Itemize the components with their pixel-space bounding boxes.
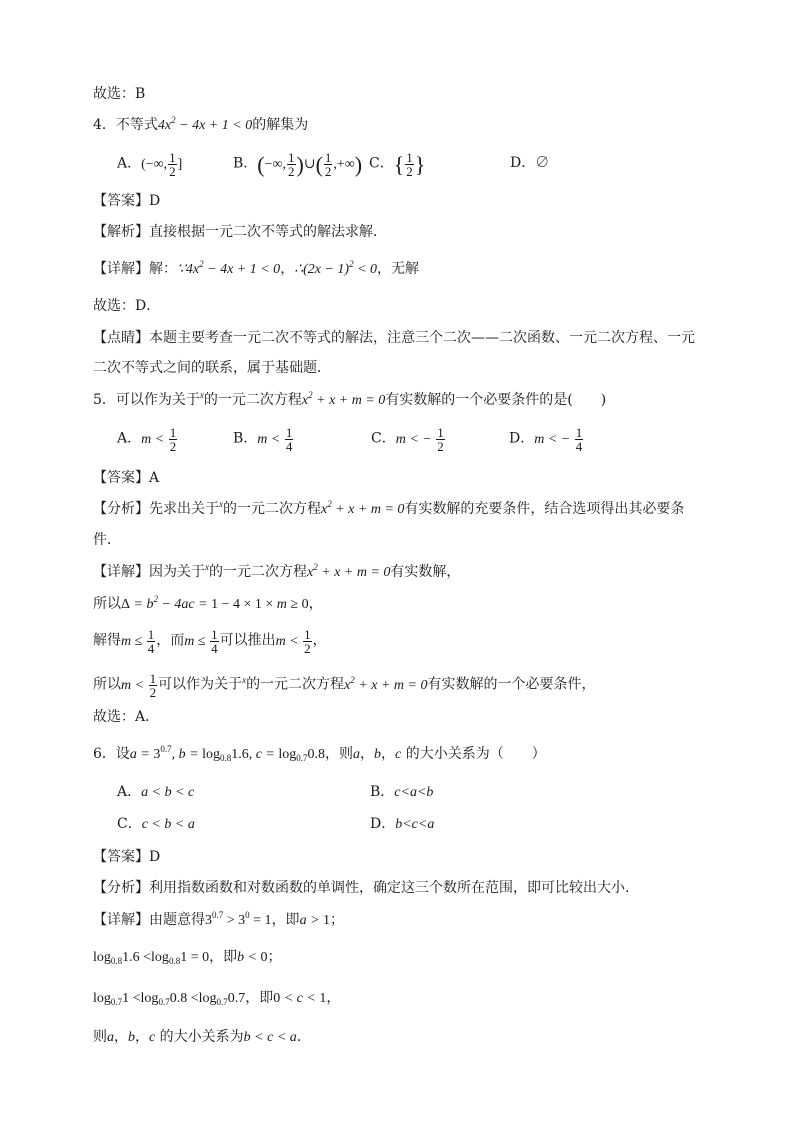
answer-tag: 【答案】 — [93, 193, 149, 209]
q6-detail-4-vars: a — [107, 1030, 114, 1045]
q6-detail-2: $\log_{0.8}1.6 <\log_{0.8}1 = 0$，即b < 0； — [93, 949, 282, 966]
q6-detail-3-text: ，即 — [245, 990, 274, 1006]
q6-detail-1-math: $3^{0.7} > 3^0 = 1$ — [205, 910, 272, 928]
q4-option-a — [117, 151, 182, 178]
q5-discriminant: $\Delta = b^2 - 4ac = 1 - 4 \times 1 \times m \ge 0$ — [121, 594, 309, 612]
q6-detail-3-result: 0 < c < 1 — [273, 991, 327, 1006]
q4-comment-text-2: 二次不等式之间的联系，属于基础题． — [93, 360, 331, 376]
q5-line3-math-3: m < $\frac{1}{2}$ — [275, 627, 311, 656]
q5-equation: $x^2 + x + m = 0$ — [301, 390, 386, 408]
q5-detail-4 — [93, 672, 595, 699]
q4-detail-suffix: ，无解 — [377, 261, 420, 277]
q6-option-c-math: c < b < a — [141, 817, 195, 832]
q5-answer — [93, 468, 159, 488]
q5-option-b — [233, 426, 294, 453]
q4-option-c-math: { $\frac{1}{2}$ } — [393, 150, 426, 179]
q6-detail-4a: 则 — [93, 1029, 107, 1045]
q6-detail-3: $\log_{0.7}1 <\log_{0.7}0.8 <\log_{0.7}0.7$，即0 < c < 1， — [93, 990, 341, 1007]
q6-analysis-text: 利用指数函数和对数函数的单调性，确定这三个数所在范围，即可比较出大小. — [149, 880, 630, 896]
q5-detail-1c: 有实数解， — [390, 564, 461, 580]
q6-detail-4-result: b < c < a — [243, 1030, 297, 1045]
q4-option-d-label: D．∅ — [510, 155, 550, 171]
q6-prefix: 6．设 — [93, 746, 130, 762]
q6-analysis — [93, 878, 629, 898]
q5-choose — [93, 707, 159, 727]
q4-option-c-label: C． — [369, 155, 394, 172]
detail-tag: 【详解】 — [93, 564, 149, 580]
q5-option-a — [117, 426, 178, 453]
q5-option-d — [509, 426, 584, 453]
q5-line3-math-1: m ≤ $\frac{1}{4}$ — [121, 627, 155, 656]
q5-mid: 的一元二次方程 — [203, 392, 302, 408]
conclusion-line — [93, 84, 145, 104]
q5-option-a-math: m < $\frac{1}{2}$ — [141, 425, 177, 454]
q5-line4-b: 可以作为关于 — [158, 676, 243, 693]
q5-var-x: x — [199, 390, 204, 400]
q5-line3-b: ，而 — [156, 632, 185, 649]
q6-detail-4: 则a，b，c 的大小关系为b < c < a. — [93, 1029, 302, 1045]
q5-analysis-1a: 先求出关于 — [149, 501, 219, 517]
q5-detail-1 — [93, 562, 460, 583]
q6-option-a-label: A． — [117, 784, 142, 800]
q4-answer-value: D — [149, 193, 161, 209]
q6-mid: ，则 — [325, 746, 354, 762]
q4-option-d — [510, 153, 549, 173]
q5-analysis-2 — [93, 530, 121, 550]
q4-detail-prefix: 解： — [149, 261, 177, 277]
q5-line4-d: 有实数解的一个必要条件， — [427, 676, 596, 693]
conclusion-text: 故选：B — [93, 86, 146, 102]
q5-analysis-1 — [93, 499, 684, 520]
q6-option-d — [370, 814, 434, 835]
q5-option-c — [371, 426, 446, 453]
q4-suffix: 的解集为 — [252, 117, 309, 133]
q5-analysis-1b: 的一元二次方程 — [223, 501, 321, 517]
q5-detail-var-x: x — [205, 562, 209, 572]
q5-answer-value: A — [149, 470, 160, 486]
analysis-tag: 【分析】 — [93, 501, 149, 517]
q4-option-a-label: A． — [117, 155, 142, 172]
q4-comment-1 — [93, 328, 695, 348]
q4-detail-math-1: $\because 4x^2 - 4x + 1 < 0$ — [177, 259, 281, 277]
q4-option-c — [369, 151, 425, 178]
q5-option-b-math: m < $\frac{1}{4}$ — [257, 425, 293, 454]
q4-option-b-math: (−∞, $\frac{1}{2}$ )∪( $\frac{1}{2}$ ,+∞) — [257, 150, 363, 179]
q4-detail-math-2: ∴(2x − 1)$^2$ < 0 — [294, 259, 378, 277]
q6-option-a — [117, 782, 194, 803]
comment-tag: 【点睛】 — [93, 330, 149, 346]
q6-answer-value: D — [149, 849, 161, 865]
q5-option-c-label: C． — [371, 430, 396, 447]
q4-analysis — [93, 222, 387, 242]
q5-line2-prefix: 所以 — [93, 596, 121, 612]
q4-comment-2 — [93, 358, 331, 378]
q6-option-b — [370, 782, 433, 803]
q6-detail-1a: 由题意得 — [149, 912, 205, 928]
q4-inequality: $4x^2 - 4x + 1 < 0$ — [157, 115, 253, 133]
detail-tag: 【详解】 — [93, 261, 149, 277]
q5-option-d-math: m < − $\frac{1}{4}$ — [534, 425, 583, 454]
q6-vars: a — [353, 747, 361, 762]
q4-answer — [93, 191, 160, 211]
q5-option-c-math: m < − $\frac{1}{2}$ — [395, 425, 444, 454]
q5-detail-1b: 的一元二次方程 — [209, 564, 307, 580]
q6-option-d-math: b<c<a — [395, 817, 435, 832]
q5-option-d-label: D． — [509, 430, 535, 447]
q4-comment-text-1: 本题主要考查一元二次不等式的解法，注意三个二次——二次函数、一元二次方程、一元 — [149, 330, 695, 346]
q5-line3-c: 可以推出 — [219, 632, 276, 649]
analysis-tag: 【解析】 — [93, 224, 149, 240]
q6-detail-2-text: ，即 — [209, 949, 238, 965]
q6-option-b-label: B． — [370, 784, 395, 800]
q5-choose-text: 故选：A． — [93, 709, 160, 725]
q6-option-a-math: a < b < c — [141, 785, 195, 800]
q5-detail-1a: 因为关于 — [149, 564, 205, 580]
q4-option-b-label: B． — [233, 155, 258, 172]
q5-line4-a: 所以 — [93, 676, 121, 693]
q4-analysis-text: 直接根据一元二次不等式的解法求解． — [149, 224, 387, 240]
question-6: 6．设$a = 3^{0.7}$, $b = \log_{0.8}1.6$, $c = \log_{0.7}0.8$，则a，b，c 的大小关系为（ ） — [93, 744, 546, 763]
q5-analysis-2-text: 件． — [93, 532, 121, 548]
question-5 — [93, 390, 606, 411]
analysis-tag: 【分析】 — [93, 880, 149, 896]
q6-detail-3-math: $\log_{0.7}1 <\log_{0.7}0.8 <\log_{0.7}0.7$ — [93, 991, 246, 1007]
question-4 — [93, 115, 308, 136]
q5-line4-c: 的一元二次方程 — [246, 676, 345, 693]
q6-detail-1-result: a > 1 — [299, 913, 331, 928]
q5-line4-math: m < $\frac{1}{2}$ — [121, 671, 157, 700]
answer-tag: 【答案】 — [93, 470, 149, 486]
q6-detail-2-result: b < 0 — [237, 950, 268, 965]
q5-prefix: 5．可以作为关于 — [93, 392, 200, 408]
q5-line3-a: 解得 — [93, 632, 121, 649]
q6-option-c-label: C． — [117, 816, 142, 832]
detail-tag: 【详解】 — [93, 912, 149, 928]
q5-suffix: 有实数解的一个必要条件的是( ) — [385, 392, 607, 408]
q6-option-b-math: c<a<b — [394, 785, 434, 800]
q5-line3-math-2: m ≤ $\frac{1}{4}$ — [184, 627, 218, 656]
q5-option-a-label: A． — [117, 430, 142, 447]
q5-option-b-label: B． — [233, 430, 258, 447]
q4-choose-text: 故选：D． — [93, 298, 161, 314]
q5-detail-3: 解得m ≤ $\frac{1}{4}$ ，而m ≤ $\frac{1}{4}$ 可以推出m < $\frac{1}{2}$ ， — [93, 627, 327, 656]
q5-analysis-var-x: x — [219, 499, 223, 509]
q5-detail-2: 所以$\Delta = b^2 - 4ac = 1 - 4 \times 1 \times m \ge 0$， — [93, 594, 323, 612]
q5-line4-var-x: x — [242, 674, 247, 685]
q5-analysis-1c: 有实数解的充要条件，结合选项得出其必要条 — [404, 501, 685, 517]
q6-option-d-label: D． — [370, 816, 396, 832]
q5-detail-equation: $x^2 + x + m = 0$ — [307, 562, 391, 580]
q5-analysis-equation: $x^2 + x + m = 0$ — [321, 499, 405, 517]
q4-option-a-math: (−∞, $\frac{1}{2}$ ] — [141, 150, 183, 179]
q4-detail: 【详解】解：$\because 4x^2 - 4x + 1 < 0$，∴(2x − 1)$^2$ < 0，无解 — [93, 259, 420, 277]
q6-definitions: $a = 3^{0.7}$, $b = \log_{0.8}1.6$, $c = \log_{0.7}0.8$ — [129, 744, 326, 763]
q5-line4-equation: $x^2 + x + m = 0$ — [344, 674, 428, 693]
q4-option-b — [233, 151, 362, 178]
q6-suffix: 的大小关系为（ ） — [405, 746, 546, 762]
q6-option-c — [117, 814, 195, 835]
q6-detail-2-math: $\log_{0.8}1.6 <\log_{0.8}1 = 0$ — [93, 950, 210, 966]
q4-prefix: 4．不等式 — [93, 117, 158, 133]
answer-tag: 【答案】 — [93, 849, 149, 865]
q4-choose — [93, 296, 160, 316]
q6-detail-4b: 的大小关系为 — [159, 1029, 244, 1045]
q6-answer — [93, 847, 160, 867]
q6-detail-1: 【详解】由题意得$3^{0.7} > 3^0 = 1$，即a > 1； — [93, 910, 345, 928]
q6-detail-1b: ，即 — [271, 912, 300, 928]
